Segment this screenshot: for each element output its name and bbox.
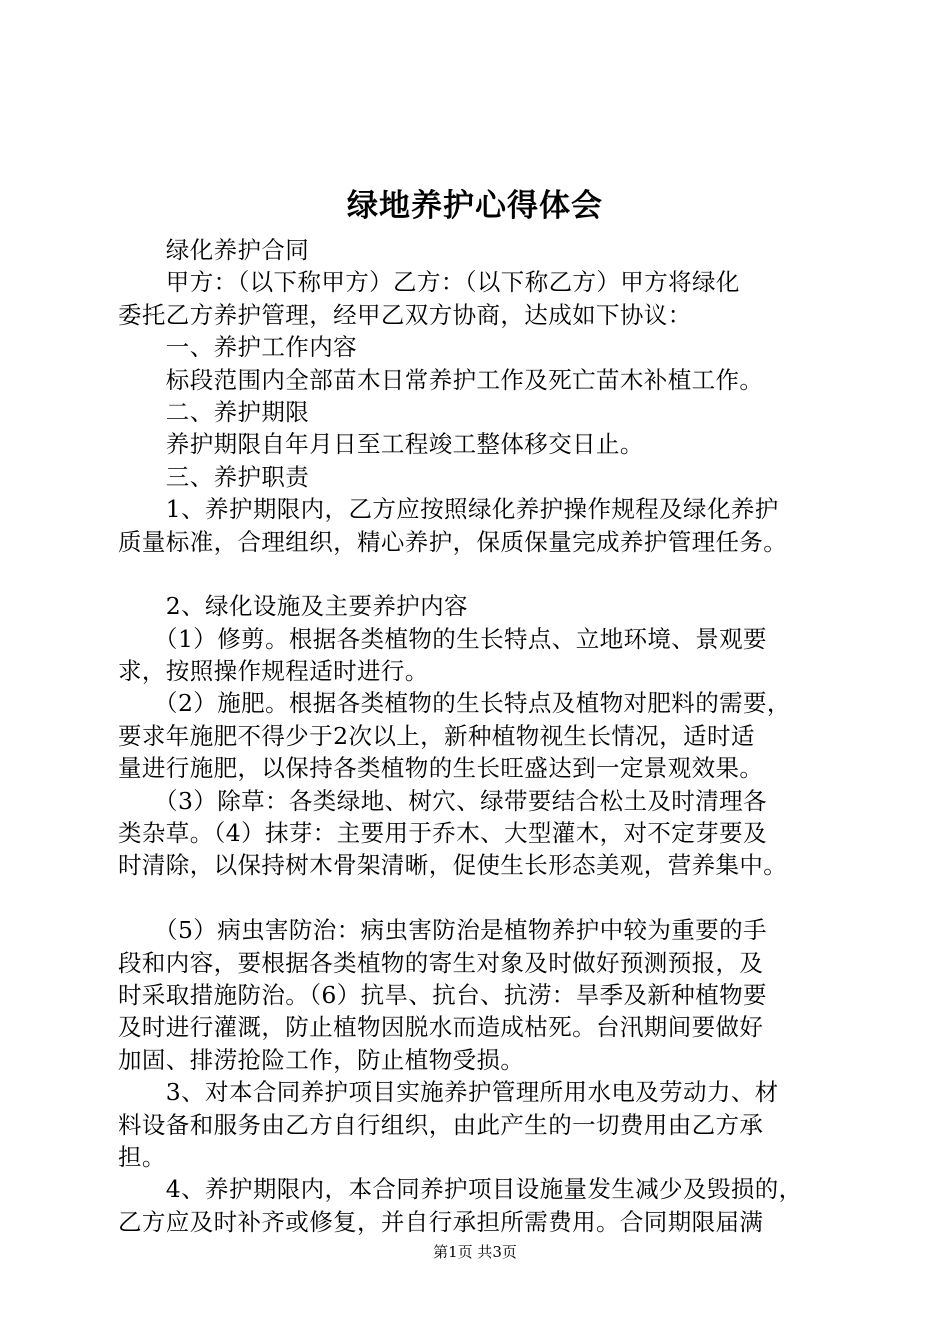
text-line: （2）施肥。根据各类植物的生长特点及植物对肥料的需要， bbox=[118, 689, 791, 718]
document-title: 绿地养护心得体会 bbox=[347, 188, 603, 224]
text-line: 2、绿化设施及主要养护内容 bbox=[118, 592, 468, 621]
text-line: 二、养护期限 bbox=[118, 397, 310, 426]
text-line: 料设备和服务由乙方自行组织，由此产生的一切费用由乙方承 bbox=[118, 1110, 764, 1139]
blank-line bbox=[118, 558, 834, 590]
text-line: 养护期限自年月日至工程竣工整体移交日止。 bbox=[118, 430, 644, 459]
text-line: 4、养护期限内，本合同养护项目设施量发生减少及毁损的， bbox=[118, 1175, 803, 1204]
text-line: 绿化养护合同 bbox=[118, 236, 310, 264]
text-line: 1、养护期限内，乙方应按照绿化养护操作规程及绿化养护 bbox=[118, 495, 779, 524]
text-line: 质量标准，合理组织，精心养护，保质保量完成养护管理任务。 bbox=[118, 527, 788, 556]
text-line: 段和内容，要根据各类植物的寄生对象及时做好预测预报，及 bbox=[118, 948, 764, 977]
text-line: 时清除，以保持树木骨架清晰，促使生长形态美观，营养集中。 bbox=[118, 851, 788, 880]
text-line: 时采取措施防治。（6）抗旱、抗台、抗涝：旱季及新种植物要 bbox=[118, 980, 767, 1009]
text-line: （5）病虫害防治：病虫害防治是植物养护中较为重要的手 bbox=[118, 916, 767, 945]
text-line: 甲方：（以下称甲方）乙方：（以下称乙方）甲方将绿化 bbox=[118, 268, 740, 297]
text-line: （3）除草：各类绿地、树穴、绿带要结合松土及时清理各 bbox=[118, 786, 767, 815]
text-line: 求，按照操作规程适时进行。 bbox=[118, 657, 429, 686]
text-line: （1）修剪。根据各类植物的生长特点、立地环境、景观要 bbox=[118, 624, 767, 653]
text-line: 3、对本合同养护项目实施养护管理所用水电及劳动力、材 bbox=[118, 1078, 779, 1107]
blank-line bbox=[118, 882, 834, 914]
text-line: 量进行施肥，以保持各类植物的生长旺盛达到一定景观效果。 bbox=[118, 754, 764, 783]
page-number-footer: 第1页 共3页 bbox=[433, 1243, 517, 1261]
document-body bbox=[118, 234, 834, 1238]
text-line: 三、养护职责 bbox=[118, 462, 310, 491]
text-line: 加固、排涝抢险工作，防止植物受损。 bbox=[118, 1045, 525, 1074]
text-line: 要求年施肥不得少于2次以上，新种植物视生长情况，适时适 bbox=[118, 721, 755, 750]
text-line: 及时进行灌溉，防止植物因脱水而造成枯死。台汛期间要做好 bbox=[118, 1013, 764, 1042]
text-line: 担。 bbox=[118, 1142, 166, 1171]
text-line: 标段范围内全部苗木日常养护工作及死亡苗木补植工作。 bbox=[118, 365, 764, 394]
text-line: 一、养护工作内容 bbox=[118, 333, 357, 362]
text-line: 乙方应及时补齐或修复，并自行承担所需费用。合同期限届满 bbox=[118, 1207, 764, 1236]
text-line: 委托乙方养护管理，经甲乙双方协商，达成如下协议： bbox=[118, 300, 692, 329]
text-line: 类杂草。（4）抹芽：主要用于乔木、大型灌木，对不定芽要及 bbox=[118, 819, 767, 848]
